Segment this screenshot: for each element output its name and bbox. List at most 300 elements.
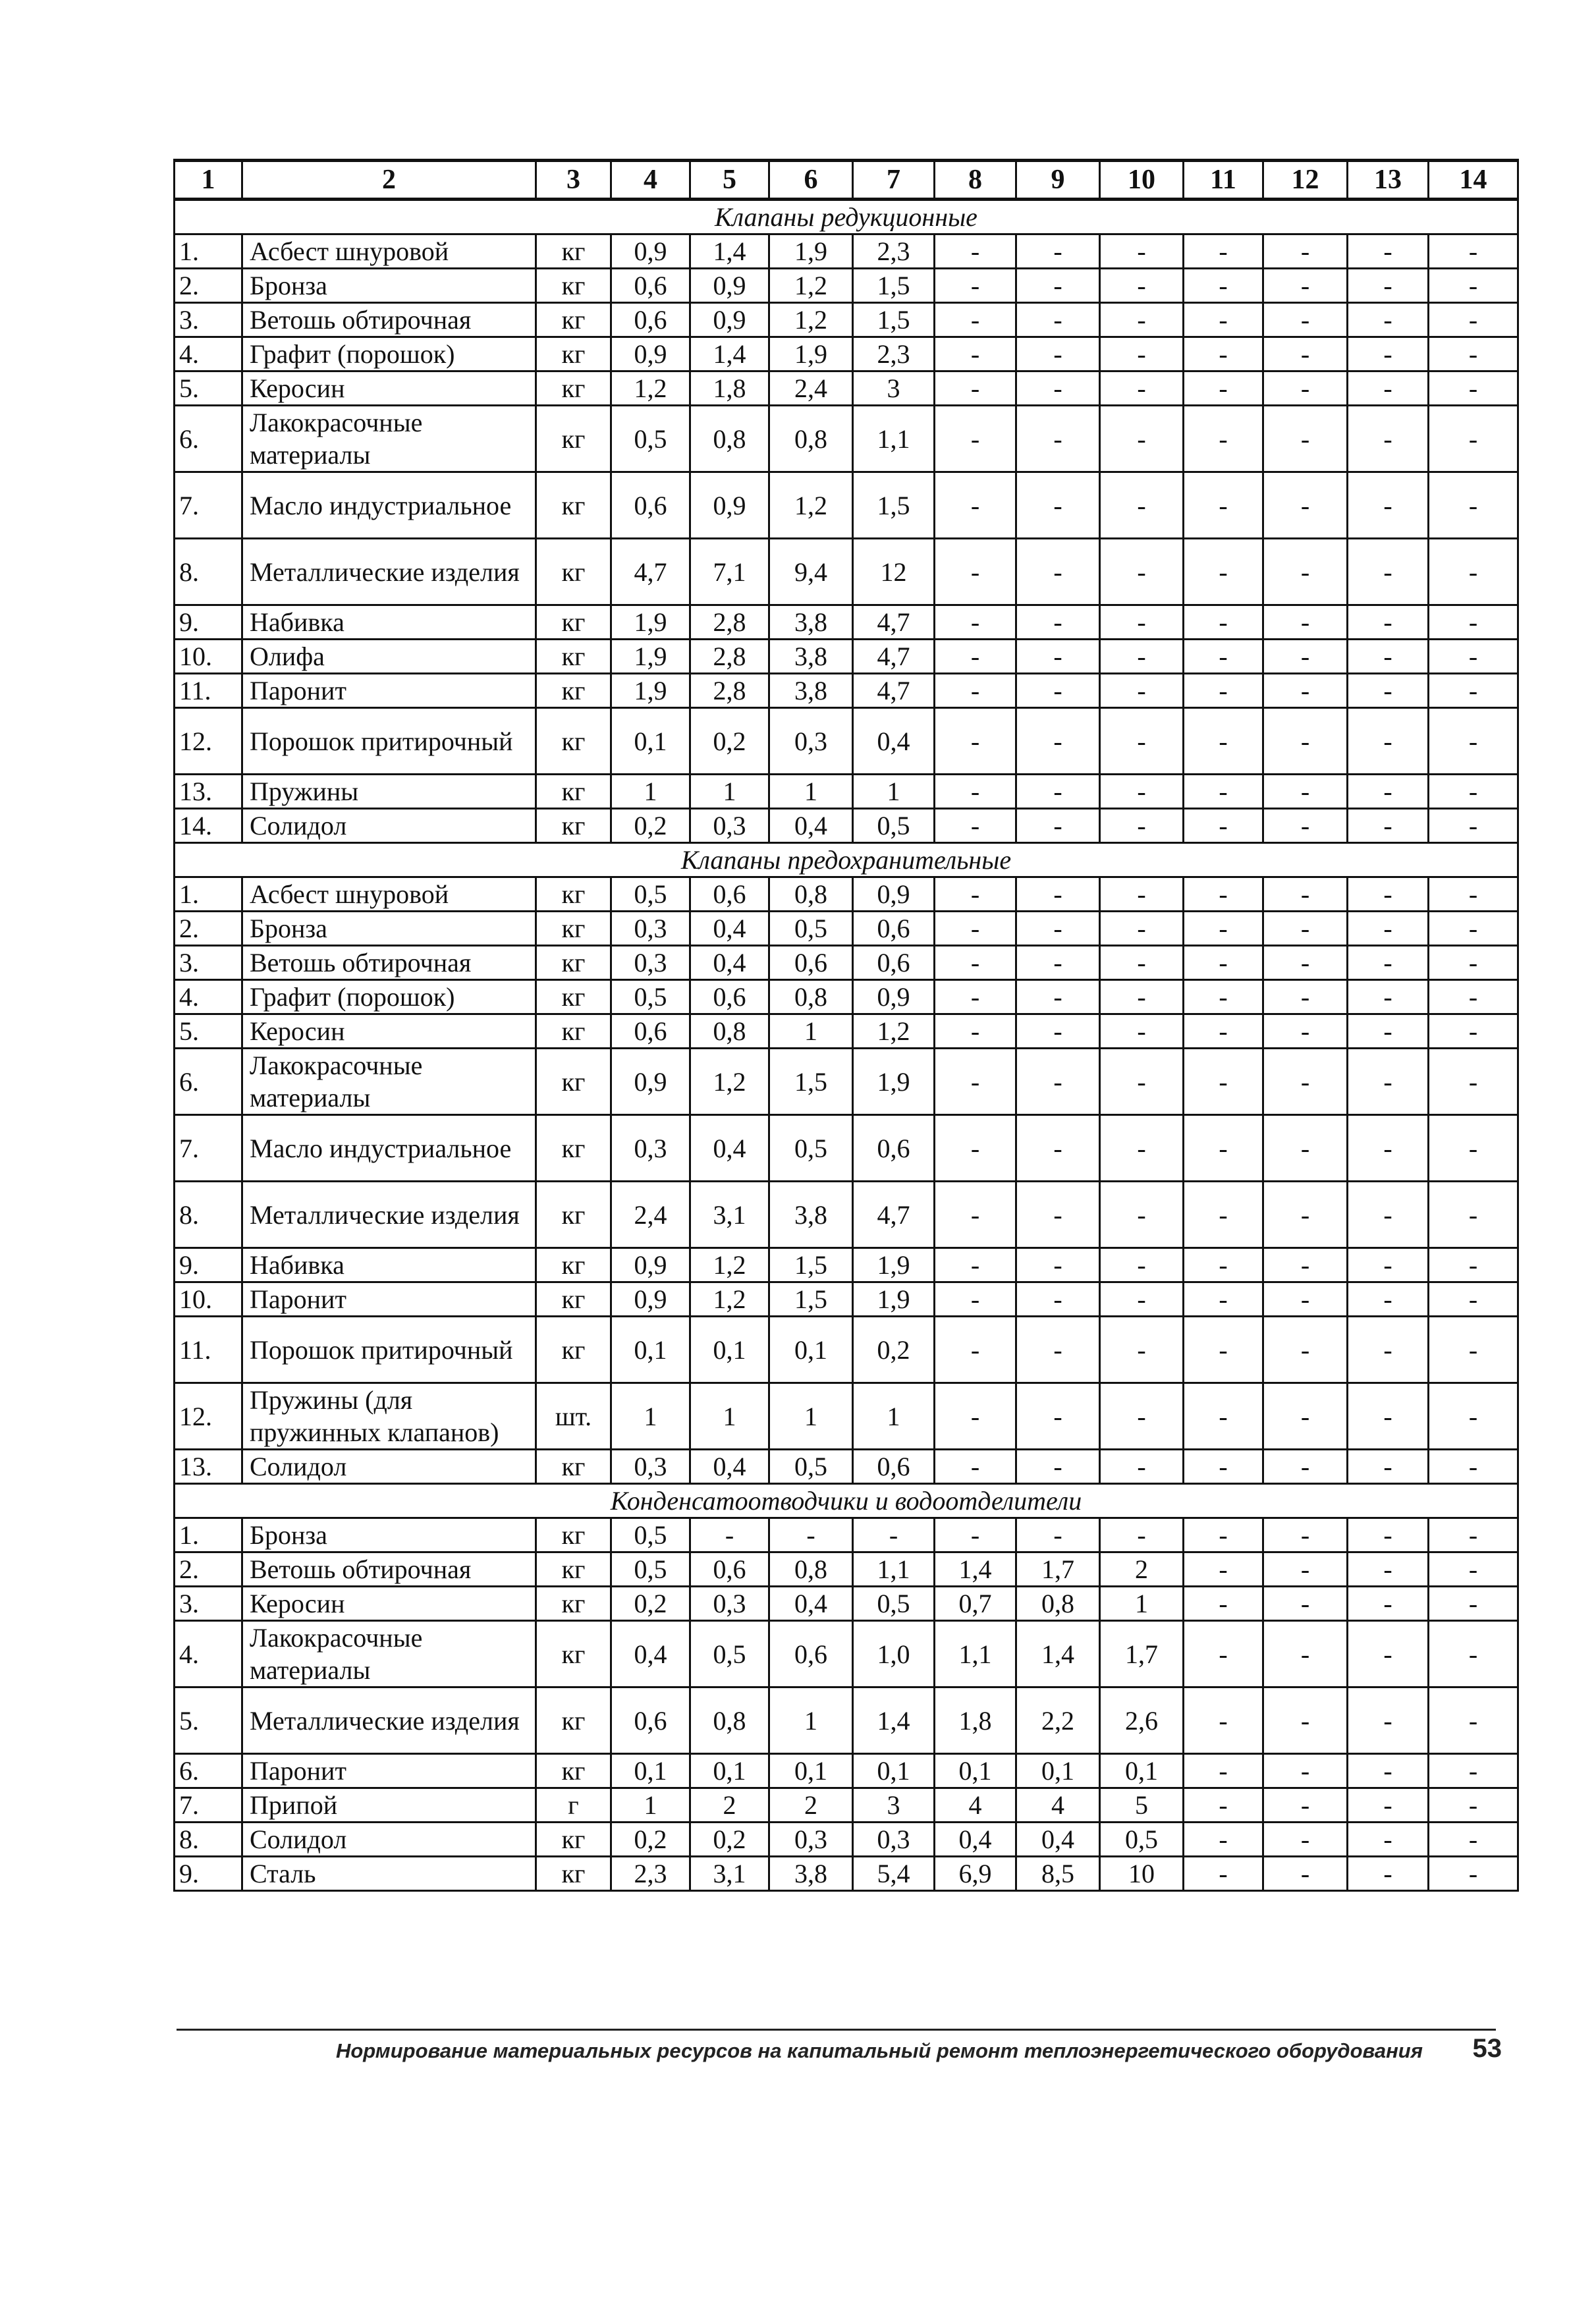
unit-cell: кг xyxy=(536,234,611,269)
row-number: 7. xyxy=(175,1788,242,1823)
material-name: Набивка xyxy=(242,1248,536,1282)
value-cell: - xyxy=(1100,406,1184,472)
value-cell: - xyxy=(1348,674,1429,708)
value-cell: - xyxy=(1016,775,1100,809)
material-name: Сталь xyxy=(242,1857,536,1891)
value-cell: 1,9 xyxy=(611,605,690,640)
value-cell: 1,2 xyxy=(853,1014,935,1049)
unit-cell: кг xyxy=(536,1823,611,1857)
row-number: 2. xyxy=(175,912,242,946)
value-cell: - xyxy=(1429,1014,1518,1049)
value-cell: - xyxy=(935,946,1016,980)
value-cell: - xyxy=(1100,1282,1184,1317)
row-number: 8. xyxy=(175,1182,242,1248)
table-row xyxy=(175,472,1518,539)
value-cell: - xyxy=(1184,337,1263,371)
value-cell: - xyxy=(1100,1014,1184,1049)
value-cell: - xyxy=(1100,1115,1184,1182)
material-name: Металлические изделия xyxy=(242,1687,536,1754)
column-header: 5 xyxy=(690,161,769,200)
table-row xyxy=(175,371,1518,406)
value-cell: 5,4 xyxy=(853,1857,935,1891)
material-name: Керосин xyxy=(242,1014,536,1049)
value-cell: 0,4 xyxy=(769,809,853,843)
value-cell: - xyxy=(1348,472,1429,539)
value-cell: - xyxy=(1263,775,1348,809)
value-cell: 4,7 xyxy=(853,640,935,674)
unit-cell: кг xyxy=(536,605,611,640)
table-row xyxy=(175,1182,1518,1248)
value-cell: 2,8 xyxy=(690,674,769,708)
value-cell: 0,6 xyxy=(769,946,853,980)
value-cell: 1,5 xyxy=(769,1282,853,1317)
unit-cell: кг xyxy=(536,1115,611,1182)
value-cell: - xyxy=(935,1518,1016,1552)
value-cell: 1 xyxy=(611,1383,690,1450)
section-row xyxy=(175,843,1518,877)
value-cell: 0,6 xyxy=(769,1621,853,1687)
value-cell: 0,9 xyxy=(690,269,769,303)
value-cell: - xyxy=(1429,674,1518,708)
value-cell: - xyxy=(1100,337,1184,371)
value-cell: - xyxy=(1348,1857,1429,1891)
value-cell: 1,9 xyxy=(769,234,853,269)
material-name: Асбест шнуровой xyxy=(242,234,536,269)
value-cell: 1,9 xyxy=(853,1049,935,1115)
value-cell: - xyxy=(1348,269,1429,303)
table-row xyxy=(175,406,1518,472)
value-cell: - xyxy=(853,1518,935,1552)
value-cell: - xyxy=(1348,303,1429,337)
value-cell: - xyxy=(1016,539,1100,605)
table-row xyxy=(175,674,1518,708)
value-cell: 0,8 xyxy=(690,406,769,472)
value-cell: - xyxy=(1100,980,1184,1014)
value-cell: - xyxy=(1429,337,1518,371)
value-cell: - xyxy=(935,674,1016,708)
value-cell: 0,2 xyxy=(853,1317,935,1383)
value-cell: - xyxy=(1429,1383,1518,1450)
table-row xyxy=(175,1317,1518,1383)
value-cell: - xyxy=(1429,1450,1518,1484)
value-cell: 0,2 xyxy=(690,708,769,775)
value-cell: 0,3 xyxy=(769,1823,853,1857)
value-cell: 0,3 xyxy=(611,1115,690,1182)
value-cell: 1,9 xyxy=(853,1282,935,1317)
value-cell: 2,8 xyxy=(690,605,769,640)
value-cell: 1,1 xyxy=(853,1552,935,1587)
value-cell: - xyxy=(1429,946,1518,980)
value-cell: - xyxy=(1184,1115,1263,1182)
unit-cell: кг xyxy=(536,946,611,980)
value-cell: 0,9 xyxy=(611,1248,690,1282)
unit-cell: г xyxy=(536,1788,611,1823)
unit-cell: кг xyxy=(536,1552,611,1587)
value-cell: - xyxy=(1184,1518,1263,1552)
table-row xyxy=(175,1587,1518,1621)
value-cell: 0,4 xyxy=(690,912,769,946)
value-cell: - xyxy=(1100,708,1184,775)
value-cell: 0,8 xyxy=(769,1552,853,1587)
row-number: 6. xyxy=(175,1754,242,1788)
table-row xyxy=(175,877,1518,912)
value-cell: 1,5 xyxy=(853,269,935,303)
table-row xyxy=(175,1248,1518,1282)
material-name: Асбест шнуровой xyxy=(242,877,536,912)
value-cell: - xyxy=(1263,303,1348,337)
value-cell: - xyxy=(1100,877,1184,912)
value-cell: 0,6 xyxy=(690,877,769,912)
value-cell: - xyxy=(1184,946,1263,980)
value-cell: 0,3 xyxy=(690,809,769,843)
value-cell: 1 xyxy=(611,1788,690,1823)
value-cell: - xyxy=(1429,1788,1518,1823)
value-cell: - xyxy=(935,708,1016,775)
value-cell: 0,8 xyxy=(690,1014,769,1049)
value-cell: 0,9 xyxy=(611,1282,690,1317)
value-cell: - xyxy=(1429,1317,1518,1383)
value-cell: - xyxy=(1016,980,1100,1014)
value-cell: - xyxy=(1348,1115,1429,1182)
value-cell: - xyxy=(935,1014,1016,1049)
value-cell: 1,9 xyxy=(611,640,690,674)
value-cell: - xyxy=(1016,708,1100,775)
value-cell: 3,1 xyxy=(690,1857,769,1891)
value-cell: 0,1 xyxy=(690,1754,769,1788)
value-cell: - xyxy=(1016,809,1100,843)
value-cell: - xyxy=(1429,1115,1518,1182)
value-cell: - xyxy=(935,980,1016,1014)
value-cell: - xyxy=(935,775,1016,809)
row-number: 7. xyxy=(175,472,242,539)
value-cell: 0,1 xyxy=(611,708,690,775)
value-cell: - xyxy=(935,371,1016,406)
value-cell: - xyxy=(1348,1587,1429,1621)
material-name: Графит (порошок) xyxy=(242,337,536,371)
row-number: 1. xyxy=(175,1518,242,1552)
value-cell: - xyxy=(1184,809,1263,843)
row-number: 11. xyxy=(175,1317,242,1383)
value-cell: 1,2 xyxy=(611,371,690,406)
value-cell: 0,6 xyxy=(611,1014,690,1049)
value-cell: - xyxy=(1429,539,1518,605)
value-cell: - xyxy=(1016,1383,1100,1450)
value-cell: 1,2 xyxy=(690,1049,769,1115)
value-cell: 0,2 xyxy=(611,809,690,843)
table-row xyxy=(175,1552,1518,1587)
value-cell: - xyxy=(1100,472,1184,539)
value-cell: - xyxy=(1100,1450,1184,1484)
value-cell: 1,7 xyxy=(1016,1552,1100,1587)
value-cell: 1,9 xyxy=(853,1248,935,1282)
value-cell: - xyxy=(1429,1687,1518,1754)
value-cell: 0,1 xyxy=(611,1754,690,1788)
value-cell: 1 xyxy=(690,775,769,809)
row-number: 6. xyxy=(175,406,242,472)
value-cell: - xyxy=(1263,1014,1348,1049)
unit-cell: кг xyxy=(536,775,611,809)
row-number: 5. xyxy=(175,371,242,406)
section-row xyxy=(175,200,1518,234)
unit-cell: кг xyxy=(536,809,611,843)
value-cell: - xyxy=(1263,1687,1348,1754)
value-cell: 0,2 xyxy=(611,1587,690,1621)
value-cell: - xyxy=(1429,912,1518,946)
value-cell: 0,5 xyxy=(853,809,935,843)
table-body xyxy=(175,161,1518,1891)
value-cell: - xyxy=(1184,406,1263,472)
value-cell: - xyxy=(1184,605,1263,640)
value-cell: - xyxy=(1184,303,1263,337)
value-cell: - xyxy=(1100,605,1184,640)
column-header: 13 xyxy=(1348,161,1429,200)
unit-cell: кг xyxy=(536,708,611,775)
value-cell: - xyxy=(1184,1587,1263,1621)
value-cell: 0,5 xyxy=(769,1115,853,1182)
row-number: 2. xyxy=(175,269,242,303)
value-cell: 1 xyxy=(769,775,853,809)
column-header: 1 xyxy=(175,161,242,200)
value-cell: - xyxy=(1348,980,1429,1014)
material-name: Паронит xyxy=(242,1282,536,1317)
table-row xyxy=(175,708,1518,775)
unit-cell: кг xyxy=(536,371,611,406)
value-cell: - xyxy=(1184,234,1263,269)
row-number: 4. xyxy=(175,980,242,1014)
value-cell: - xyxy=(935,809,1016,843)
unit-cell: кг xyxy=(536,674,611,708)
value-cell: 2,4 xyxy=(611,1182,690,1248)
value-cell: 0,5 xyxy=(611,406,690,472)
value-cell: 2,3 xyxy=(853,337,935,371)
value-cell: 0,7 xyxy=(935,1587,1016,1621)
value-cell: 1,2 xyxy=(769,269,853,303)
value-cell: - xyxy=(1184,708,1263,775)
value-cell: - xyxy=(1100,1182,1184,1248)
row-number: 10. xyxy=(175,1282,242,1317)
value-cell: - xyxy=(1184,1049,1263,1115)
value-cell: - xyxy=(1429,1552,1518,1587)
value-cell: - xyxy=(1348,1383,1429,1450)
value-cell: - xyxy=(1100,269,1184,303)
header-row xyxy=(175,161,1518,200)
value-cell: 1,9 xyxy=(611,674,690,708)
value-cell: - xyxy=(935,912,1016,946)
row-number: 12. xyxy=(175,708,242,775)
value-cell: - xyxy=(1016,1518,1100,1552)
material-name: Керосин xyxy=(242,371,536,406)
value-cell: - xyxy=(1184,640,1263,674)
material-name: Порошок притирочный xyxy=(242,1317,536,1383)
value-cell: - xyxy=(1263,269,1348,303)
value-cell: - xyxy=(1348,1317,1429,1383)
value-cell: 1,7 xyxy=(1100,1621,1184,1687)
value-cell: - xyxy=(1263,809,1348,843)
column-header: 4 xyxy=(611,161,690,200)
value-cell: 0,9 xyxy=(690,472,769,539)
unit-cell: кг xyxy=(536,539,611,605)
unit-cell: кг xyxy=(536,1182,611,1248)
value-cell: 0,1 xyxy=(1016,1754,1100,1788)
value-cell: - xyxy=(1429,1518,1518,1552)
value-cell: - xyxy=(1348,1754,1429,1788)
unit-cell: кг xyxy=(536,877,611,912)
value-cell: 0,6 xyxy=(611,472,690,539)
value-cell: - xyxy=(1263,1518,1348,1552)
value-cell: - xyxy=(1184,269,1263,303)
unit-cell: кг xyxy=(536,1450,611,1484)
value-cell: - xyxy=(1016,1014,1100,1049)
value-cell: - xyxy=(1263,1621,1348,1687)
material-name: Лакокрасочные материалы xyxy=(242,406,536,472)
row-number: 4. xyxy=(175,1621,242,1687)
value-cell: 0,9 xyxy=(611,1049,690,1115)
column-header: 2 xyxy=(242,161,536,200)
value-cell: - xyxy=(1348,1182,1429,1248)
value-cell: 0,6 xyxy=(853,912,935,946)
value-cell: - xyxy=(1429,1282,1518,1317)
value-cell: - xyxy=(1016,1115,1100,1182)
column-header: 12 xyxy=(1263,161,1348,200)
table-row xyxy=(175,1049,1518,1115)
value-cell: - xyxy=(1348,1014,1429,1049)
row-number: 13. xyxy=(175,775,242,809)
value-cell: - xyxy=(1348,1823,1429,1857)
value-cell: - xyxy=(1263,605,1348,640)
value-cell: - xyxy=(1429,1182,1518,1248)
unit-cell: кг xyxy=(536,1282,611,1317)
value-cell: - xyxy=(1429,269,1518,303)
material-name: Солидол xyxy=(242,1450,536,1484)
value-cell: - xyxy=(1016,912,1100,946)
value-cell: - xyxy=(1184,539,1263,605)
value-cell: 0,1 xyxy=(769,1754,853,1788)
material-name: Припой xyxy=(242,1788,536,1823)
material-name: Бронза xyxy=(242,1518,536,1552)
value-cell: - xyxy=(1263,539,1348,605)
footer-title: Нормирование материальных ресурсов на капитальный ремонт теплоэнергетического оборудования xyxy=(335,2039,1423,2062)
value-cell: 0,5 xyxy=(853,1587,935,1621)
value-cell: - xyxy=(1348,1552,1429,1587)
value-cell: 0,1 xyxy=(690,1317,769,1383)
material-name: Бронза xyxy=(242,912,536,946)
value-cell: - xyxy=(935,269,1016,303)
value-cell: 1,1 xyxy=(935,1621,1016,1687)
value-cell: 1,2 xyxy=(769,472,853,539)
value-cell: - xyxy=(1263,1788,1348,1823)
table-row xyxy=(175,539,1518,605)
value-cell: 0,9 xyxy=(853,877,935,912)
value-cell: 2,3 xyxy=(853,234,935,269)
value-cell: - xyxy=(1263,1049,1348,1115)
value-cell: - xyxy=(1429,1823,1518,1857)
value-cell: 0,5 xyxy=(611,1518,690,1552)
value-cell: - xyxy=(935,406,1016,472)
value-cell: - xyxy=(935,337,1016,371)
value-cell: - xyxy=(1348,1687,1429,1754)
value-cell: - xyxy=(1429,877,1518,912)
value-cell: - xyxy=(935,1248,1016,1282)
value-cell: - xyxy=(1184,1788,1263,1823)
value-cell: 0,6 xyxy=(690,1552,769,1587)
value-cell: - xyxy=(1348,1621,1429,1687)
value-cell: - xyxy=(1348,1248,1429,1282)
value-cell: 0,1 xyxy=(935,1754,1016,1788)
value-cell: 10 xyxy=(1100,1857,1184,1891)
value-cell: - xyxy=(1100,1248,1184,1282)
value-cell: - xyxy=(1348,1450,1429,1484)
value-cell: 0,9 xyxy=(611,337,690,371)
table-row xyxy=(175,1621,1518,1687)
material-name: Солидол xyxy=(242,809,536,843)
value-cell: - xyxy=(1263,1115,1348,1182)
value-cell: 0,2 xyxy=(690,1823,769,1857)
value-cell: - xyxy=(1016,337,1100,371)
value-cell: 1,1 xyxy=(853,406,935,472)
table-row xyxy=(175,1754,1518,1788)
row-number: 8. xyxy=(175,1823,242,1857)
unit-cell: кг xyxy=(536,1518,611,1552)
section-title: Конденсатоотводчики и водоотделители xyxy=(175,1484,1518,1518)
value-cell: 0,6 xyxy=(690,980,769,1014)
value-cell: 0,8 xyxy=(1016,1587,1100,1621)
material-name: Лакокрасочные материалы xyxy=(242,1049,536,1115)
value-cell: - xyxy=(1016,1317,1100,1383)
value-cell: - xyxy=(1429,1857,1518,1891)
value-cell: - xyxy=(1348,877,1429,912)
value-cell: - xyxy=(1348,337,1429,371)
value-cell: - xyxy=(1348,1282,1429,1317)
table-row xyxy=(175,980,1518,1014)
unit-cell: шт. xyxy=(536,1383,611,1450)
value-cell: 0,4 xyxy=(769,1587,853,1621)
value-cell: - xyxy=(1184,912,1263,946)
material-name: Лакокрасочные материалы xyxy=(242,1621,536,1687)
value-cell: 1,2 xyxy=(690,1282,769,1317)
value-cell: - xyxy=(1100,371,1184,406)
value-cell: 0,4 xyxy=(1016,1823,1100,1857)
value-cell: 0,9 xyxy=(690,303,769,337)
value-cell: - xyxy=(690,1518,769,1552)
value-cell: - xyxy=(1016,605,1100,640)
material-name: Солидол xyxy=(242,1823,536,1857)
value-cell: 0,4 xyxy=(935,1823,1016,1857)
value-cell: 0,4 xyxy=(690,1115,769,1182)
material-name: Масло индустриальное xyxy=(242,1115,536,1182)
value-cell: 3 xyxy=(853,371,935,406)
material-name: Ветошь обтирочная xyxy=(242,303,536,337)
row-number: 1. xyxy=(175,877,242,912)
table-row xyxy=(175,809,1518,843)
value-cell: 0,4 xyxy=(853,708,935,775)
column-header: 3 xyxy=(536,161,611,200)
unit-cell: кг xyxy=(536,472,611,539)
value-cell: 0,1 xyxy=(853,1754,935,1788)
value-cell: - xyxy=(1016,1049,1100,1115)
table-row xyxy=(175,337,1518,371)
material-name: Бронза xyxy=(242,269,536,303)
value-cell: - xyxy=(1429,708,1518,775)
row-number: 3. xyxy=(175,303,242,337)
value-cell: 0,4 xyxy=(690,1450,769,1484)
value-cell: 3,1 xyxy=(690,1182,769,1248)
row-number: 9. xyxy=(175,1248,242,1282)
value-cell: - xyxy=(1100,1383,1184,1450)
table-row xyxy=(175,1518,1518,1552)
section-title: Клапаны предохранительные xyxy=(175,843,1518,877)
value-cell: - xyxy=(1348,640,1429,674)
value-cell: 1 xyxy=(769,1014,853,1049)
